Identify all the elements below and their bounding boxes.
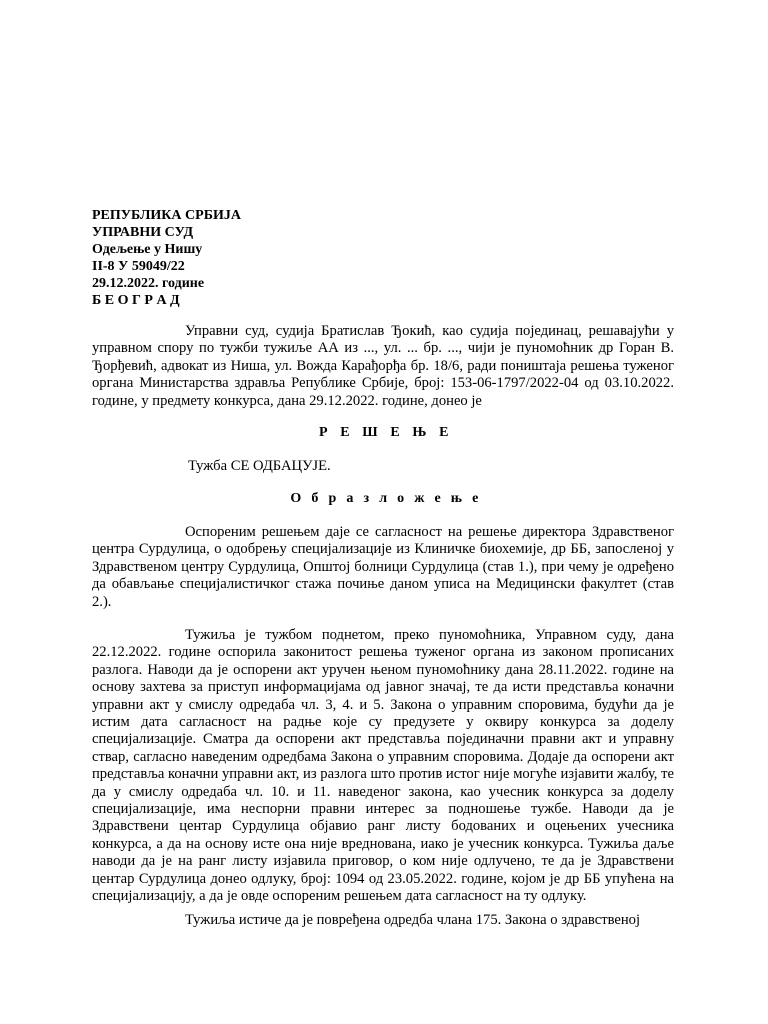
- reasoning-paragraph-1: Оспореним решењем даје се сагласност на решење директора Здравственог центра Сурдулица, о одобрењу специјализације из Клиничке биохемије, др ББ, запосленој у Здравственом центру Сурдулица, Општој болници Сурдулица (став 1.), при чему је одређено да обављање специјалистичког стажа почиње даном уписа на Медицински факултет (став 2.).: [92, 524, 674, 610]
- reasoning-title: О б р а з л о ж е њ е: [290, 491, 482, 506]
- header-department: Одељење у Нишу: [92, 242, 203, 257]
- reasoning-paragraph-3: Тужиља истиче да је повређена одредба члана 175. Закона о здравственој: [185, 912, 641, 928]
- decision-title: Р Е Ш Е Њ Е: [318, 425, 454, 440]
- decision-text: Тужба СЕ ОДБАЦУЈЕ.: [188, 458, 331, 474]
- reasoning-paragraph-2: Тужиља је тужбом поднетом, преко пуномоћника, Управном суду, дана 22.12.2022. године оспорила законитост решења туженог органа из законом прописаних разлога. Наводи да је оспорени акт уручен њеном пуномоћнику дана 28.11.2022. године на основу захтева за приступ информацијама од јавног значај, те да исти представља коначни управни акт у смислу одредаба чл. 3, 4. и 5. Закона о управним споровима, будући да је истим дата сагласност на радње које су предузете у оквиру конкурса за доделу специјализације. Сматра да оспорени акт представља појединачни правни акт и управну ствар, сагласно наведеним одредбама Закона о управним споровима. Додаје да оспорени акт представља коначни управни акт, из разлога што против истог није могуће изјавити жалбу, те да у смислу одредаба чл. 10. и 11. наведеног закона, као учесник конкурса за доделу специјализације, има неспорни правни интерес за подношење тужбе. Наводи да је Здравствени центар Сурдулица објавио ранг листу бодованих и оцењених учесника конкурса, а да на основу исте она није вреднована, иако је учесник конкурса. Тужиља даље наводи да је на ранг листу изјавила приговор, о ком није одлучено, те да је Здравствени центар Сурдулица донео одлуку, број: 1094 од 23.05.2022. године, којом је др ББ упућена на специјализацију, а да је овде оспореним решењем дата сагласност на ту одлуку.: [92, 627, 674, 905]
- header-country: РЕПУБЛИКА СРБИЈА: [92, 208, 241, 223]
- header-date: 29.12.2022. године: [92, 276, 205, 291]
- court-header: [92, 207, 241, 309]
- header-case-number: II-8 У 59049/22: [92, 259, 185, 274]
- header-city: Б Е О Г Р А Д: [92, 293, 180, 308]
- header-court: УПРАВНИ СУД: [92, 225, 194, 240]
- intro-paragraph: Управни суд, судија Братислав Ђокић, као судија појединац, решавајући у управном спору по тужби тужиље АА из ..., ул. ... бр. ..., чији је пуномоћник др Горан В. Ђорђевић, адвокат из Ниша, ул. Вожда Карађорђа бр. 18/6, ради поништаја решења туженог органа Министарства здравља Републике Србије, број: 153-06-1797/2022-04 од 03.10.2022. године, у предмету конкурса, дана 29.12.2022. године, донео је: [92, 323, 674, 409]
